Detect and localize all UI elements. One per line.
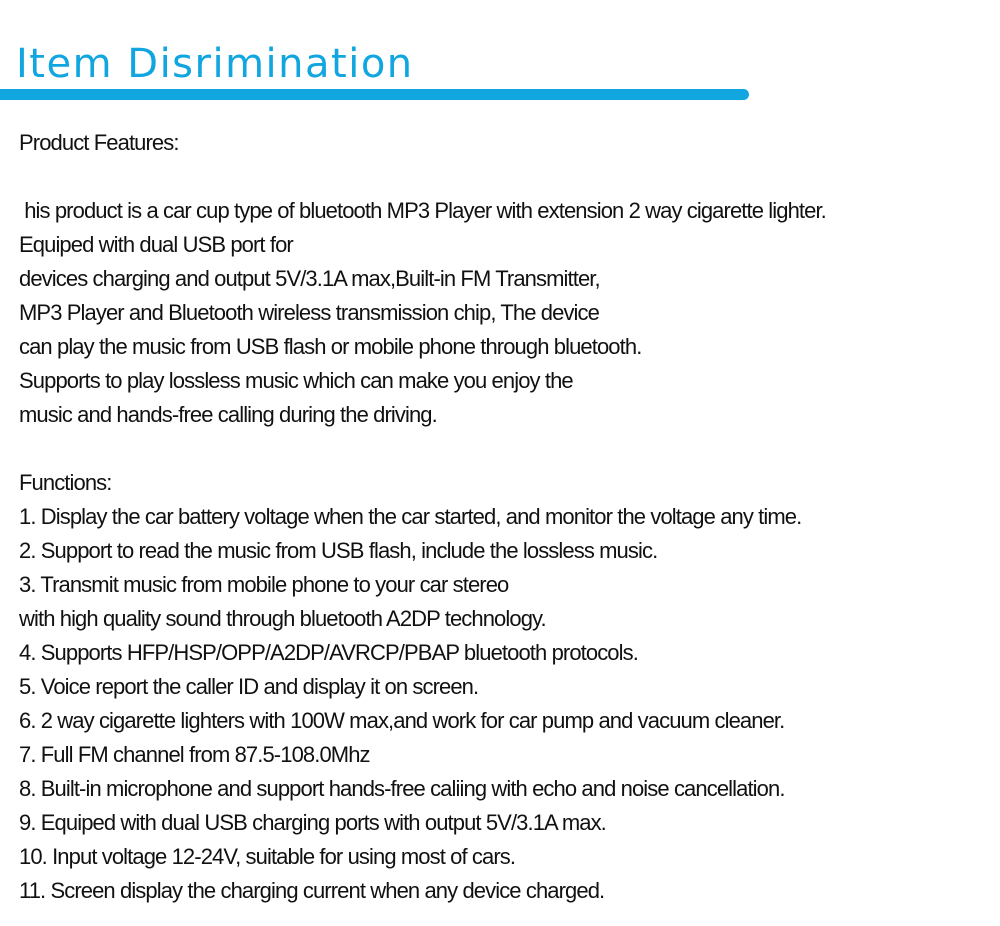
- function-item: 11. Screen display the charging current when any device charged.: [19, 878, 605, 903]
- title-underline-bar: [0, 89, 749, 100]
- product-features-line: can play the music from USB flash or mobile phone through bluetooth.: [19, 334, 642, 359]
- spacer: [19, 160, 994, 194]
- product-features-line: MP3 Player and Bluetooth wireless transmission chip, The device: [19, 300, 599, 325]
- function-item: 10. Input voltage 12-24V, suitable for using most of cars.: [19, 844, 516, 869]
- function-item: 9. Equiped with dual USB charging ports with output 5V/3.1A max.: [19, 810, 606, 835]
- function-item: 2. Support to read the music from USB flash, include the lossless music.: [19, 538, 658, 563]
- product-features-heading: Product Features:: [19, 130, 179, 155]
- function-item: with high quality sound through bluetooth A2DP technology.: [19, 606, 546, 631]
- product-features-line: his product is a car cup type of bluetooth MP3 Player with extension 2 way cigarette lighter.: [19, 198, 826, 223]
- functions-heading: Functions:: [19, 470, 112, 495]
- function-item: 6. 2 way cigarette lighters with 100W max,and work for car pump and vacuum cleaner.: [19, 708, 785, 733]
- function-item: 7. Full FM channel from 87.5-108.0Mhz: [19, 742, 370, 767]
- function-item: 8. Built-in microphone and support hands-free caliing with echo and noise cancellation.: [19, 776, 785, 801]
- function-item: 1. Display the car battery voltage when the car started, and monitor the voltage any time.: [19, 504, 802, 529]
- function-item: 5. Voice report the caller ID and display it on screen.: [19, 674, 479, 699]
- function-item: 3. Transmit music from mobile phone to your car stereo: [19, 572, 509, 597]
- description-body: [19, 126, 994, 908]
- spacer: [19, 432, 994, 466]
- product-features-line: devices charging and output 5V/3.1A max,Built-in FM Transmitter,: [19, 266, 600, 291]
- page-title: Item Disrimination: [16, 41, 414, 87]
- function-item: 4. Supports HFP/HSP/OPP/A2DP/AVRCP/PBAP bluetooth protocols.: [19, 640, 638, 665]
- product-features-line: Equiped with dual USB port for: [19, 232, 293, 257]
- product-features-line: Supports to play lossless music which can make you enjoy the: [19, 368, 573, 393]
- product-features-line: music and hands-free calling during the driving.: [19, 402, 437, 427]
